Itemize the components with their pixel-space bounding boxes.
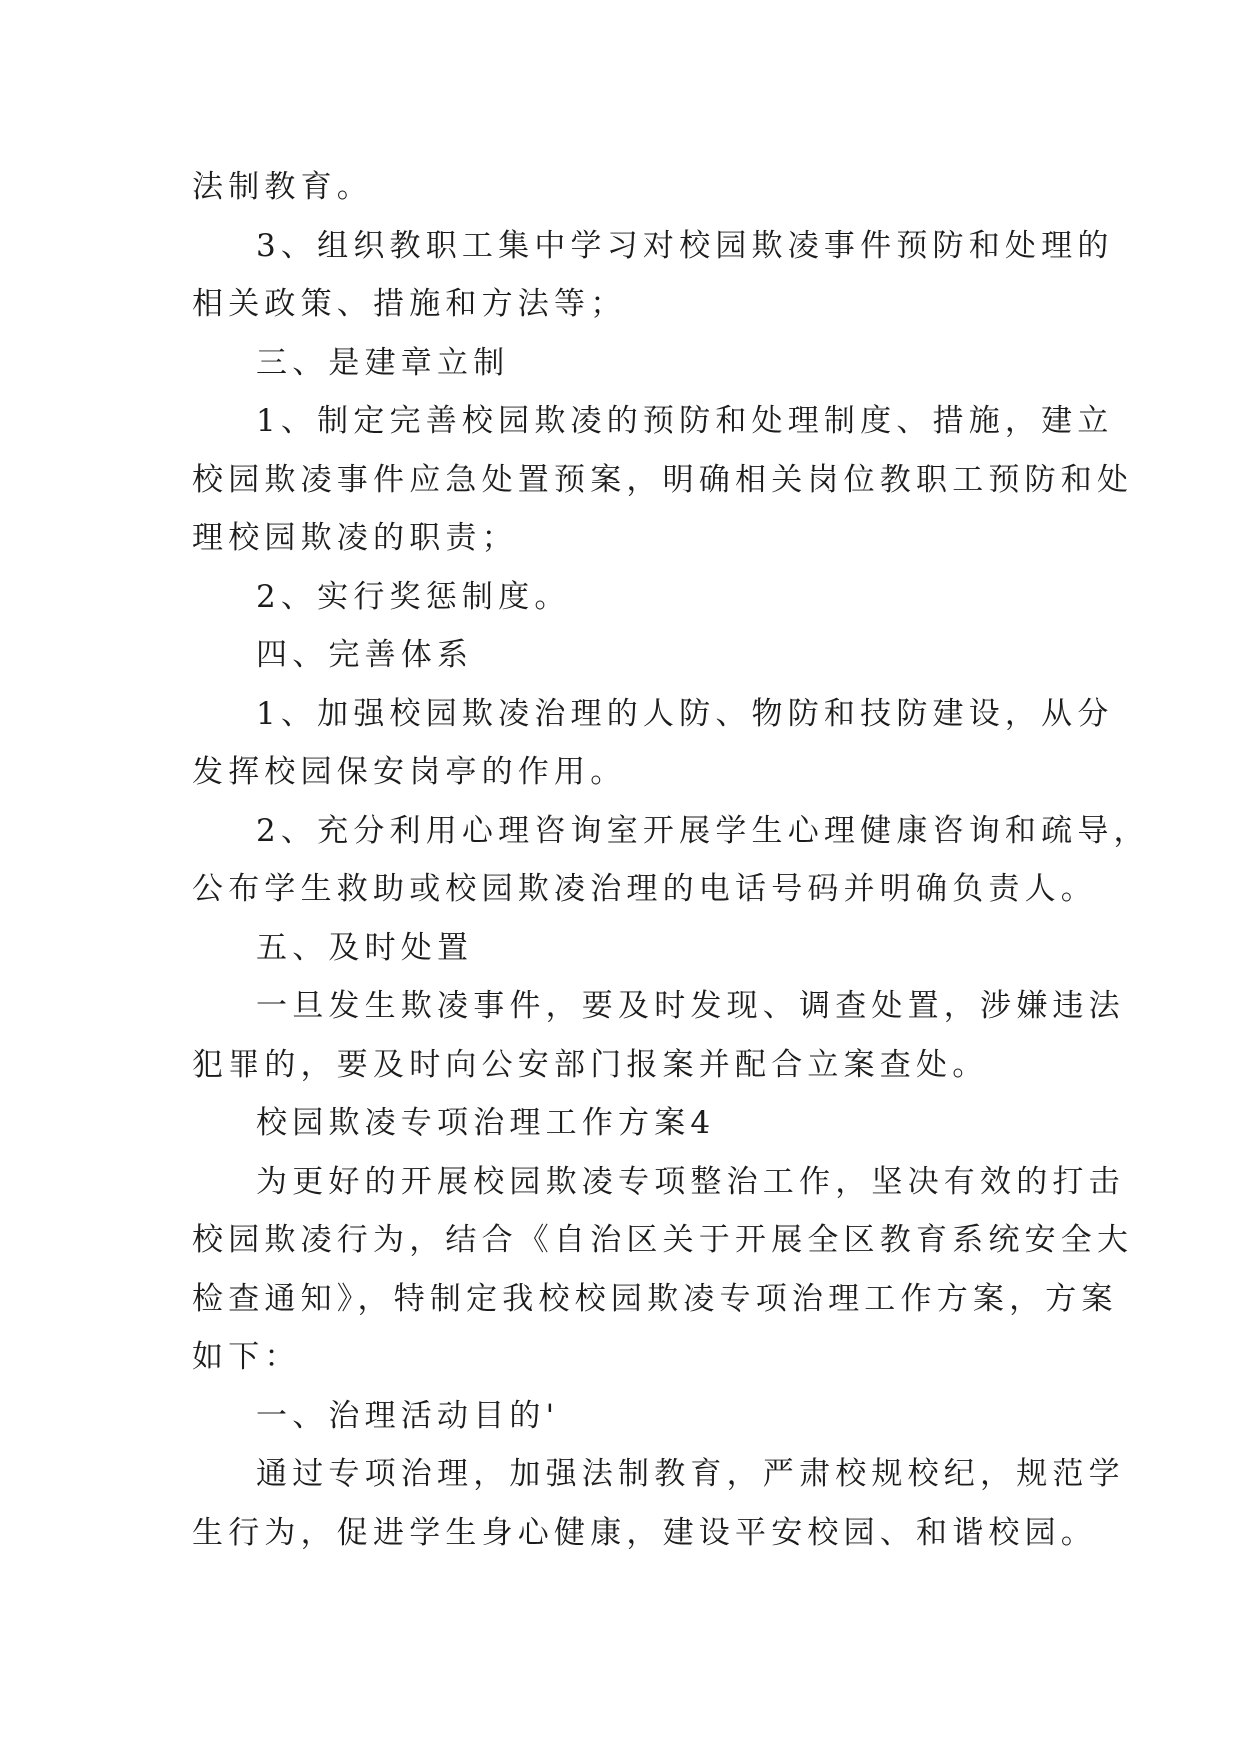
text-line: 如下： [192,1339,301,1375]
text-line: 校园欺凌事件应急处置预案，明确相关岗位教职工预防和处 [192,461,1134,498]
text-line: 理校园欺凌的职责； [192,520,518,556]
text-line: 为更好的开展校园欺凌专项整治工作，坚决有效的打击 [256,1163,1125,1200]
text-line: 1、制定完善校园欺凌的预防和处理制度、措施，建立 [256,403,1114,439]
text-line: 生行为，促进学生身心健康，建设平安校园、和谐校园。 [192,1514,1097,1551]
text-line: 犯罪的，要及时向公安部门报案并配合立案查处。 [192,1046,989,1083]
text-line: 发挥校园保安岗亭的作用。 [192,754,627,790]
text-line: 检查通知》，特制定我校校园欺凌专项治理工作方案，方案 [192,1280,1118,1317]
text-line: 公布学生救助或校园欺凌治理的电话号码并明确负责人。 [192,871,1097,907]
text-line: 校园欺凌专项治理工作方案4 [256,1105,716,1141]
text-line: 五、及时处置 [256,929,474,966]
document-body [192,158,1150,1562]
text-line: 一、治理活动目的' [256,1397,560,1434]
text-line: 2、实行奖惩制度。 [256,578,571,615]
text-line: 一旦发生欺凌事件，要及时发现、调查处置，涉嫌违法 [256,988,1125,1024]
text-line: 1、加强校园欺凌治理的人防、物防和技防建设，从分 [256,695,1114,732]
text-line: 三、是建章立制 [256,344,510,381]
text-line: 通过专项治理，加强法制教育，严肃校规校纪，规范学 [256,1456,1125,1492]
text-line: 校园欺凌行为，结合《自治区关于开展全区教育系统安全大 [192,1222,1134,1258]
text-line: 四、完善体系 [256,637,474,673]
text-line: 相关政策、措施和方法等； [192,286,627,322]
text-line: 法制教育。 [192,169,373,205]
text-line: 2、充分利用心理咨询室开展学生心理健康咨询和疏导， [256,812,1150,849]
text-line: 3、组织教职工集中学习对校园欺凌事件预防和处理的 [256,227,1114,264]
